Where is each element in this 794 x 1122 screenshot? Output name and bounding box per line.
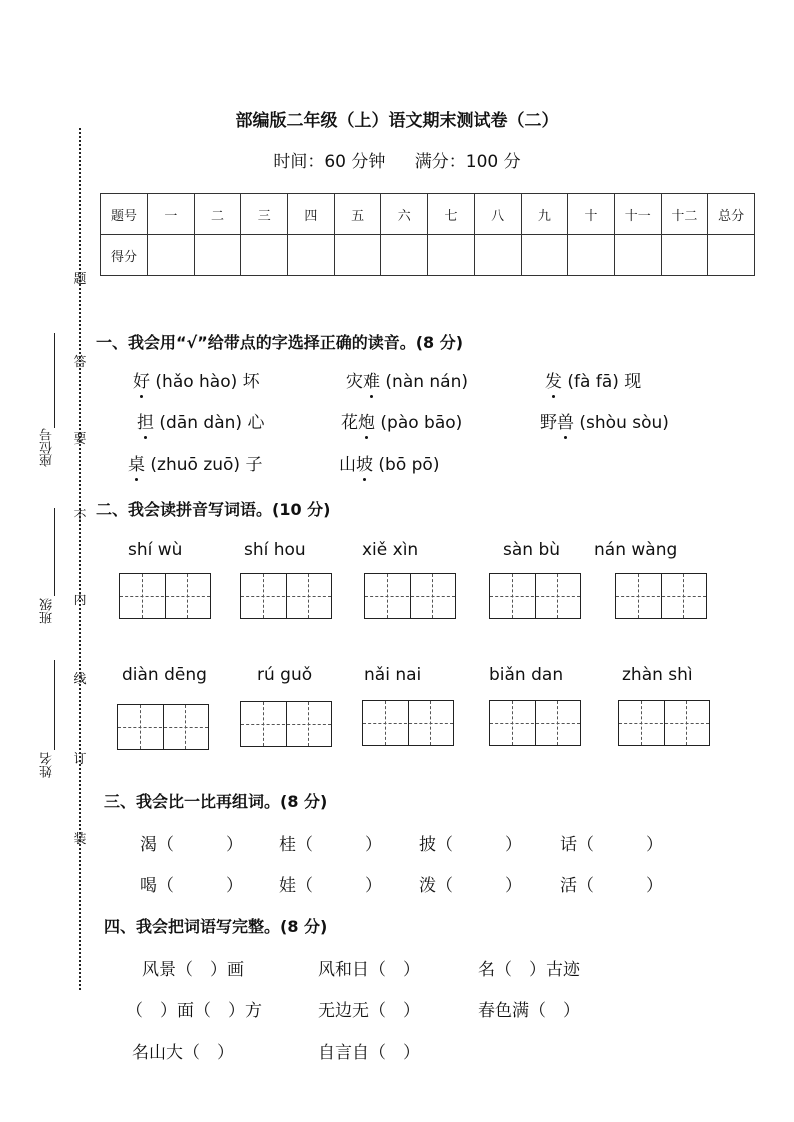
s4-idiom-prompt[interactable]: 名（ ）古迹 xyxy=(478,960,580,980)
s3-word-prompt[interactable] xyxy=(419,830,522,855)
s1-dotted-char: 好 xyxy=(133,367,150,392)
score-table xyxy=(100,193,755,276)
s1-char: 坏 xyxy=(242,372,260,392)
writing-grid-box[interactable] xyxy=(362,700,454,746)
writing-grid-box[interactable] xyxy=(240,573,332,619)
score-table-header-row xyxy=(101,194,755,235)
s2-pinyin: sàn bù xyxy=(503,540,561,560)
score-table-header: 十 xyxy=(568,194,615,235)
score-cell[interactable] xyxy=(428,235,475,276)
s1-item-3 xyxy=(545,367,641,392)
s1-dotted-char: 兽 xyxy=(557,408,574,433)
s3-paren: ） xyxy=(365,835,382,855)
s3-char: 活（ xyxy=(560,876,594,896)
writing-grid-box[interactable] xyxy=(618,700,710,746)
s1-item-6 xyxy=(540,408,669,433)
s1-item-4 xyxy=(137,408,264,433)
score-cell[interactable] xyxy=(148,235,195,276)
score-table-header: 题号 xyxy=(101,194,148,235)
score-table-header: 十一 xyxy=(614,194,661,235)
s1-char: 心 xyxy=(247,413,265,433)
score-cell[interactable] xyxy=(708,235,755,276)
s3-char: 披（ xyxy=(419,835,453,855)
s2-pinyin: nǎi nai xyxy=(364,665,422,685)
score-cell[interactable] xyxy=(521,235,568,276)
s3-word-prompt[interactable] xyxy=(140,830,243,855)
s1-pinyin-options[interactable]: (dān dàn) xyxy=(159,413,243,433)
score-table-header: 四 xyxy=(288,194,335,235)
s1-dotted-char: 担 xyxy=(137,408,154,433)
s1-pinyin-options[interactable]: (fà fā) xyxy=(567,372,619,392)
s1-pinyin-options[interactable]: (pào bāo) xyxy=(380,413,463,433)
s4-idiom-prompt[interactable]: 春色满（ ） xyxy=(478,1001,580,1021)
s1-char: 野 xyxy=(540,413,557,433)
score-table-header: 三 xyxy=(241,194,288,235)
s3-char: 娃（ xyxy=(279,876,313,896)
s1-dotted-char: 发 xyxy=(545,367,562,392)
exam-info xyxy=(0,147,794,172)
class-label: 班级 xyxy=(40,598,55,624)
score-table-header: 七 xyxy=(428,194,475,235)
writing-grid-box[interactable] xyxy=(489,573,581,619)
s1-item-1 xyxy=(133,367,260,392)
writing-grid-box[interactable] xyxy=(117,704,209,750)
score-cell[interactable] xyxy=(194,235,241,276)
binding-dotted-line xyxy=(79,128,81,990)
score-table-header: 八 xyxy=(474,194,521,235)
score-cell[interactable] xyxy=(241,235,288,276)
s2-pinyin: zhàn shì xyxy=(622,665,693,685)
section-3-heading: 三、我会比一比再组词。(8 分) xyxy=(104,792,328,811)
s3-char: 喝（ xyxy=(140,876,174,896)
score-cell[interactable] xyxy=(614,235,661,276)
s1-pinyin-options[interactable]: (shòu sòu) xyxy=(579,413,669,433)
s3-char: 话（ xyxy=(560,835,594,855)
s1-item-7 xyxy=(128,450,262,475)
s1-char: 花 xyxy=(341,413,358,433)
s4-idiom-prompt[interactable]: 无边无（ ） xyxy=(318,1001,420,1021)
s2-pinyin: biǎn dan xyxy=(489,665,564,685)
name-blank[interactable] xyxy=(54,660,55,750)
writing-grid-box[interactable] xyxy=(615,573,707,619)
s2-pinyin: shí wù xyxy=(128,540,183,560)
s4-idiom-prompt[interactable]: 风景（ ）画 xyxy=(142,960,244,980)
margin-char-bu: 不 xyxy=(73,509,87,524)
class-blank[interactable] xyxy=(54,508,55,596)
s3-paren: ） xyxy=(646,835,663,855)
s3-paren: ） xyxy=(505,876,522,896)
s3-word-prompt[interactable] xyxy=(279,871,382,896)
s4-idiom-prompt[interactable]: 名山大（ ） xyxy=(132,1043,234,1063)
writing-grid-box[interactable] xyxy=(364,573,456,619)
score-row-label: 得分 xyxy=(101,235,148,276)
s1-item-5 xyxy=(341,408,462,433)
writing-grid-box[interactable] xyxy=(240,701,332,747)
s3-word-prompt[interactable] xyxy=(140,871,243,896)
score-table-header: 六 xyxy=(381,194,428,235)
s1-dotted-char: 桌 xyxy=(128,450,145,475)
full-score-label: 满分：100 分 xyxy=(414,152,521,172)
margin-char-da: 答 xyxy=(73,355,87,370)
score-cell[interactable] xyxy=(568,235,615,276)
writing-grid-box[interactable] xyxy=(119,573,211,619)
margin-char-nei: 内 xyxy=(73,593,87,608)
score-table-header: 十二 xyxy=(661,194,708,235)
score-table-header: 九 xyxy=(521,194,568,235)
s3-char: 泼（ xyxy=(419,876,453,896)
s1-char: 子 xyxy=(245,455,263,475)
s3-word-prompt[interactable] xyxy=(419,871,522,896)
margin-char-ti: 题 xyxy=(73,272,87,287)
s3-word-prompt[interactable] xyxy=(560,871,663,896)
s1-pinyin-options[interactable]: (nàn nán) xyxy=(385,372,469,392)
section-1-heading: 一、我会用“√”给带点的字选择正确的读音。(8 分) xyxy=(96,333,464,352)
margin-char-xian: 线 xyxy=(73,672,87,687)
s3-paren: ） xyxy=(226,876,243,896)
score-table-header: 一 xyxy=(148,194,195,235)
s1-dotted-char: 坡 xyxy=(356,450,373,475)
s4-idiom-prompt[interactable]: （ ）面（ ）方 xyxy=(126,1001,262,1021)
score-cell[interactable] xyxy=(474,235,521,276)
s4-idiom-prompt[interactable]: 自言自（ ） xyxy=(318,1043,420,1063)
s1-char: 灾 xyxy=(346,372,363,392)
margin-char-ding: 订 xyxy=(73,752,87,767)
s1-pinyin-options[interactable]: (hǎo hào) xyxy=(155,372,238,392)
s3-word-prompt[interactable] xyxy=(279,830,382,855)
s2-pinyin: diàn dēng xyxy=(122,665,207,685)
s3-paren: ） xyxy=(646,876,663,896)
page-title: 部编版二年级（上）语文期末测试卷（二） xyxy=(235,111,559,131)
s1-pinyin-options[interactable]: (zhuō zuō) xyxy=(150,455,241,475)
seat-number-blank[interactable] xyxy=(54,333,55,428)
s1-item-2 xyxy=(346,367,468,392)
s3-paren: ） xyxy=(365,876,382,896)
s3-word-prompt[interactable] xyxy=(560,830,663,855)
score-cell[interactable] xyxy=(381,235,428,276)
s2-pinyin: nán wàng xyxy=(594,540,678,560)
score-table-header: 五 xyxy=(334,194,381,235)
score-cell[interactable] xyxy=(334,235,381,276)
s2-pinyin: shí hou xyxy=(244,540,306,560)
margin-char-yao: 要 xyxy=(73,432,87,447)
s1-char: 山 xyxy=(339,455,356,475)
s2-pinyin: xiě xìn xyxy=(362,540,419,560)
time-label: 时间：60 分钟 xyxy=(273,152,386,172)
seat-number-label: 座位号 xyxy=(40,428,55,467)
s3-paren: ） xyxy=(505,835,522,855)
s3-char: 桂（ xyxy=(279,835,313,855)
writing-grid-box[interactable] xyxy=(489,700,581,746)
section-2-heading: 二、我会读拼音写词语。(10 分) xyxy=(96,500,331,519)
s3-paren: ） xyxy=(226,835,243,855)
score-cell[interactable] xyxy=(661,235,708,276)
margin-char-zhuang: 装 xyxy=(73,832,87,847)
section-4-heading: 四、我会把词语写完整。(8 分) xyxy=(104,917,328,936)
s4-idiom-prompt[interactable]: 风和日（ ） xyxy=(318,960,420,980)
score-table-header: 总分 xyxy=(708,194,755,235)
score-table-score-row xyxy=(101,235,755,276)
s1-pinyin-options[interactable]: (bō pō) xyxy=(378,455,440,475)
score-table-header: 二 xyxy=(194,194,241,235)
s1-dotted-char: 难 xyxy=(363,367,380,392)
name-label: 姓名 xyxy=(40,752,55,778)
s1-dotted-char: 炮 xyxy=(358,408,375,433)
score-cell[interactable] xyxy=(288,235,335,276)
s1-item-8 xyxy=(339,450,439,475)
s1-char: 现 xyxy=(624,372,642,392)
s3-char: 渴（ xyxy=(140,835,174,855)
s2-pinyin: rú guǒ xyxy=(257,665,313,685)
